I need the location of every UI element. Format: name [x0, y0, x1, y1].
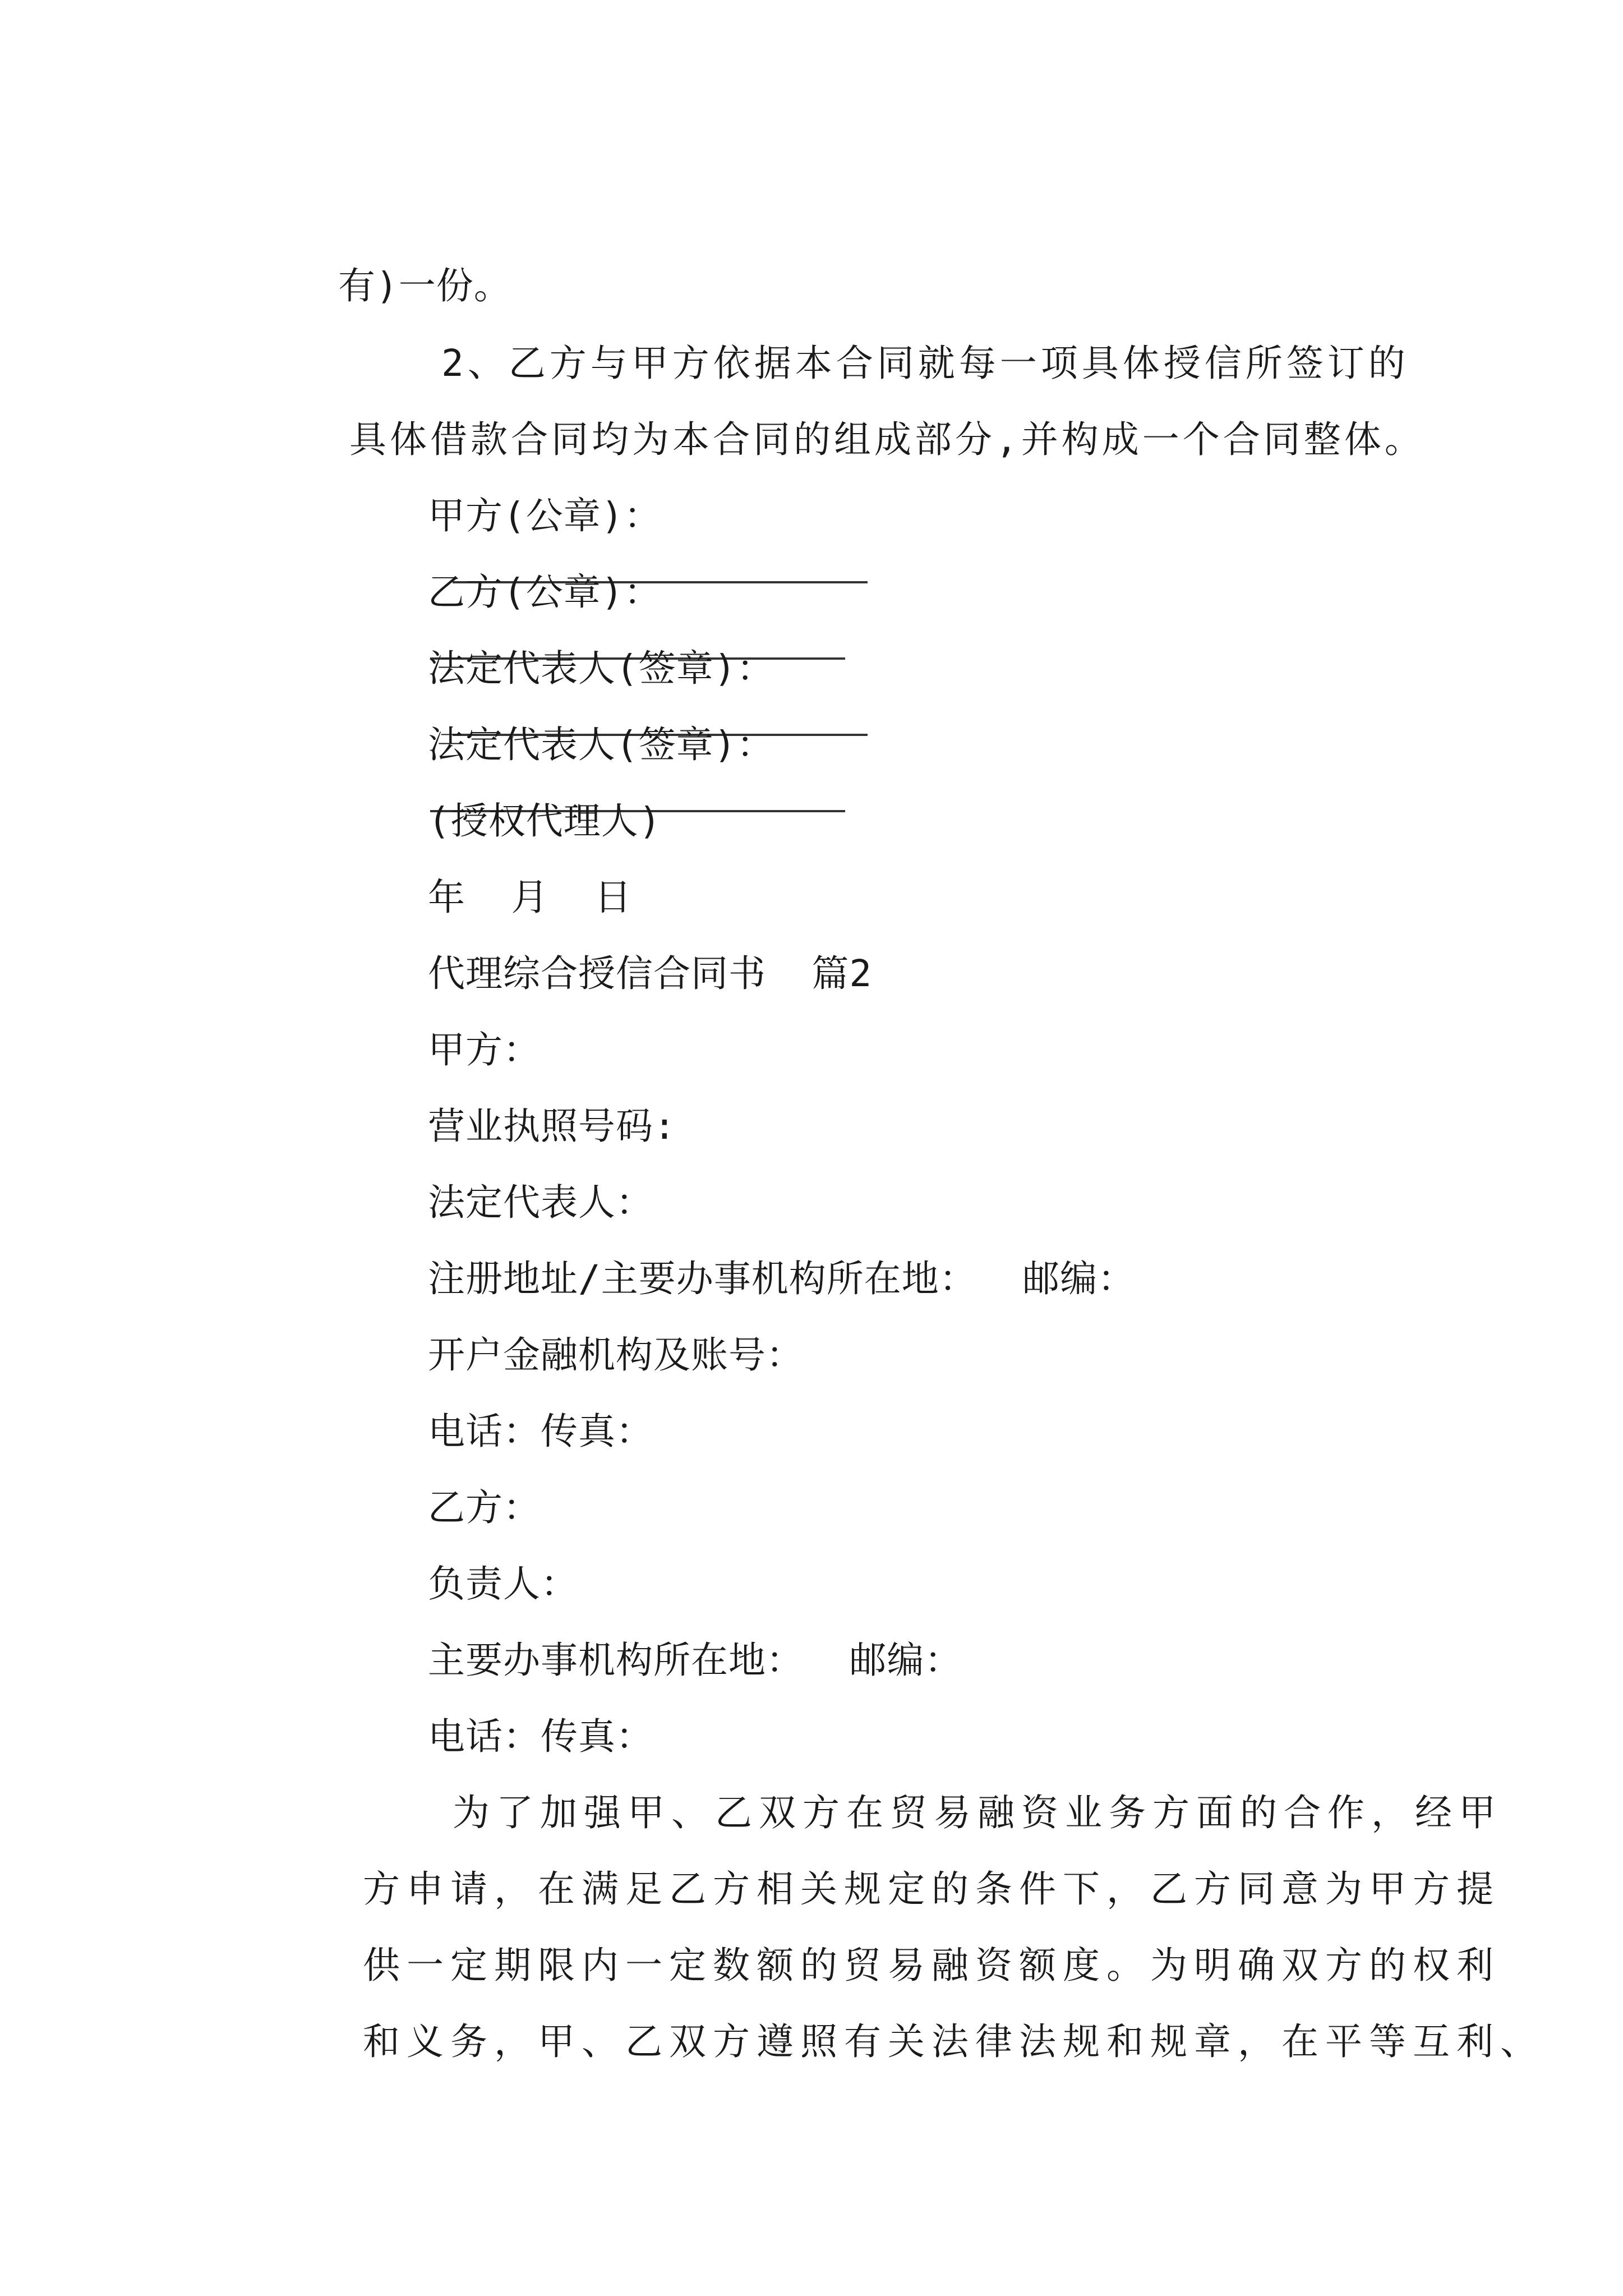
field-line — [336, 1517, 578, 1605]
field-line — [336, 983, 541, 1071]
section-heading — [336, 907, 873, 995]
license-number-label: 营业执照号码: — [427, 1105, 676, 1148]
text-line: 具体借款合同均为本合同的组成部分,并构成一个合同整体。 — [349, 418, 1425, 461]
phone-fax-label: 电话：传真： — [427, 1715, 653, 1758]
address-label: 注册地址/主要办事机构所在地： 邮编： — [427, 1257, 1136, 1300]
text-line: 供一定期限内一定数额的贸易融资额度。为明确双方的权利 — [362, 1944, 1500, 1987]
party-a-label: 甲方： — [427, 1028, 541, 1071]
party-b-label: 乙方： — [427, 1486, 541, 1529]
legal-rep-field-label: 法定代表人： — [427, 1181, 653, 1224]
paragraph-line — [247, 1975, 1544, 2063]
office-address-label: 主要办事机构所在地： 邮编： — [427, 1639, 962, 1682]
date-line — [336, 830, 632, 919]
bank-account-label: 开户金融机构及账号： — [427, 1333, 804, 1377]
field-line — [336, 1135, 653, 1224]
legal-rep-label: 法定代表人(签章)： — [427, 647, 774, 690]
contract-title: 代理综合授信合同书 篇2 — [427, 952, 873, 995]
field-line — [336, 1669, 653, 1758]
text-line: 方申请，在满足乙方相关规定的条件下，乙方同意为甲方提 — [362, 1867, 1500, 1911]
party-b-seal-line — [336, 525, 845, 614]
field-line — [336, 1212, 1136, 1300]
field-line — [336, 1059, 676, 1148]
legal-rep-line — [336, 678, 845, 766]
text-line: 2、乙方与甲方依据本合同就每一项具体授信所签订的 — [441, 342, 1409, 385]
date-placeholder: 年 月 日 — [427, 876, 632, 919]
party-b-seal-label: 乙方(公章)： — [427, 570, 662, 614]
paragraph-line — [247, 219, 511, 307]
field-line — [336, 1593, 962, 1682]
text-line: (授权代理人) — [427, 799, 662, 843]
paragraph-line — [336, 296, 1409, 385]
text-line: 和义务，甲、乙双方遵照有关法律法规和规章，在平等互利、 — [362, 2020, 1544, 2063]
paragraph-line — [336, 1746, 1502, 1834]
field-line — [336, 1288, 804, 1377]
paragraph-line — [247, 1822, 1500, 1911]
paragraph-line — [247, 372, 1425, 461]
text-line: 有)一份。 — [338, 264, 511, 307]
party-a-seal-label: 甲方(公章)： — [427, 494, 662, 537]
paragraph-line — [247, 1898, 1500, 1987]
field-line — [336, 1364, 653, 1453]
responsible-person-label: 负责人： — [427, 1562, 578, 1605]
phone-fax-label: 电话：传真： — [427, 1410, 653, 1453]
party-a-seal-line — [336, 449, 868, 537]
legal-rep-label: 法定代表人(签章)： — [427, 723, 774, 766]
text-line: 为了加强甲、乙双方在贸易融资业务方面的合作，经甲 — [452, 1791, 1502, 1834]
legal-rep-line — [336, 601, 868, 690]
field-line — [336, 1441, 541, 1529]
paragraph-line — [336, 754, 662, 843]
